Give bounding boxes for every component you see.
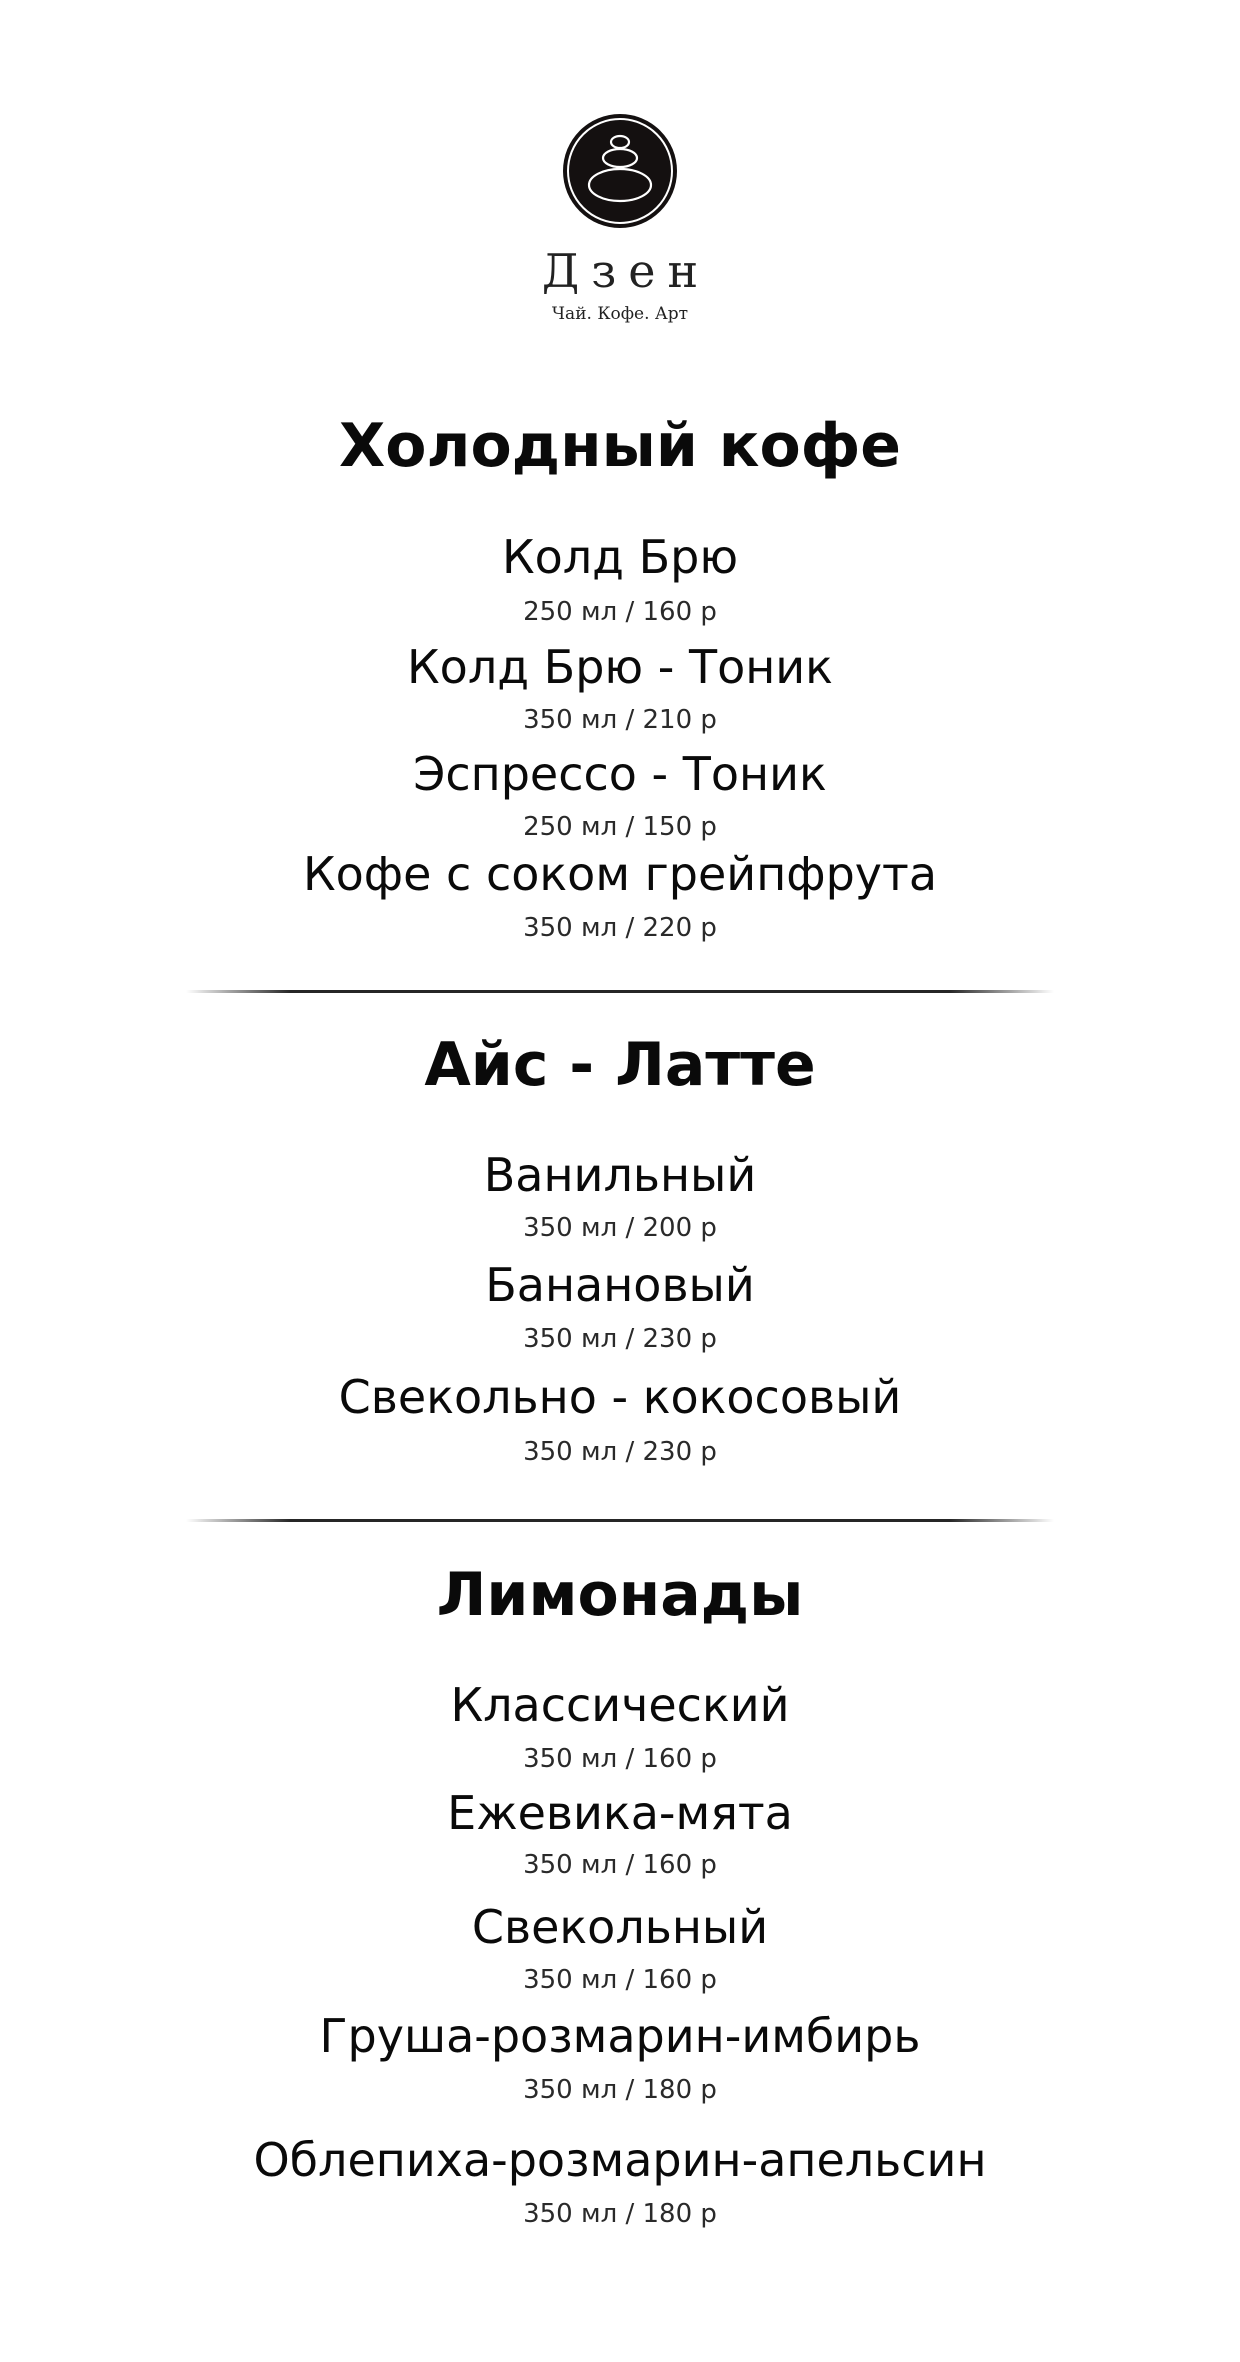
menu-item-price: 350 мл / 160 р [523,1850,717,1880]
brand-logo [0,112,1240,324]
menu-item-name: Классический [450,1678,790,1732]
menu-item-price: 350 мл / 180 р [523,2199,717,2229]
brand-tagline: Чай. Кофе. Арт [551,304,689,324]
section-title-lemonades: Лимонады [436,1560,804,1630]
menu-item-price: 350 мл / 230 р [523,1437,717,1467]
menu-item-price: 350 мл / 210 р [523,705,717,735]
brand-name: Дзен [541,244,711,298]
menu-item-price: 250 мл / 150 р [523,812,717,842]
menu-item-name: Банановый [485,1258,755,1312]
menu-item-price: 350 мл / 160 р [523,1744,717,1774]
menu-item-price: 250 мл / 160 р [523,597,717,627]
stacked-stones-icon [561,112,679,230]
menu-item-name: Облепиха-розмарин-апельсин [253,2133,987,2187]
section-title-cold-coffee: Холодный кофе [339,411,901,481]
menu-item-name: Колд Брю - Тоник [407,640,833,694]
menu-item-name: Свекольно - кокосовый [338,1370,902,1424]
menu-item-name: Ежевика-мята [447,1786,793,1840]
menu-item-name: Груша-розмарин-имбирь [319,2009,921,2063]
menu-item-price: 350 мл / 200 р [523,1213,717,1243]
menu-item-price: 350 мл / 230 р [523,1324,717,1354]
section-divider [186,1519,1054,1522]
menu-item-name: Ванильный [483,1148,757,1202]
menu-item-name: Эспрессо - Тоник [413,747,827,801]
section-title-ice-latte: Айс - Латте [424,1030,816,1100]
menu-item-price: 350 мл / 160 р [523,1965,717,1995]
menu-item-name: Колд Брю [501,530,739,584]
menu-item-price: 350 мл / 180 р [523,2075,717,2105]
menu-item-name: Свекольный [471,1900,769,1954]
menu-item-name: Кофе с соком грейпфрута [302,847,938,901]
section-divider [186,990,1054,993]
menu-item-price: 350 мл / 220 р [523,913,717,943]
